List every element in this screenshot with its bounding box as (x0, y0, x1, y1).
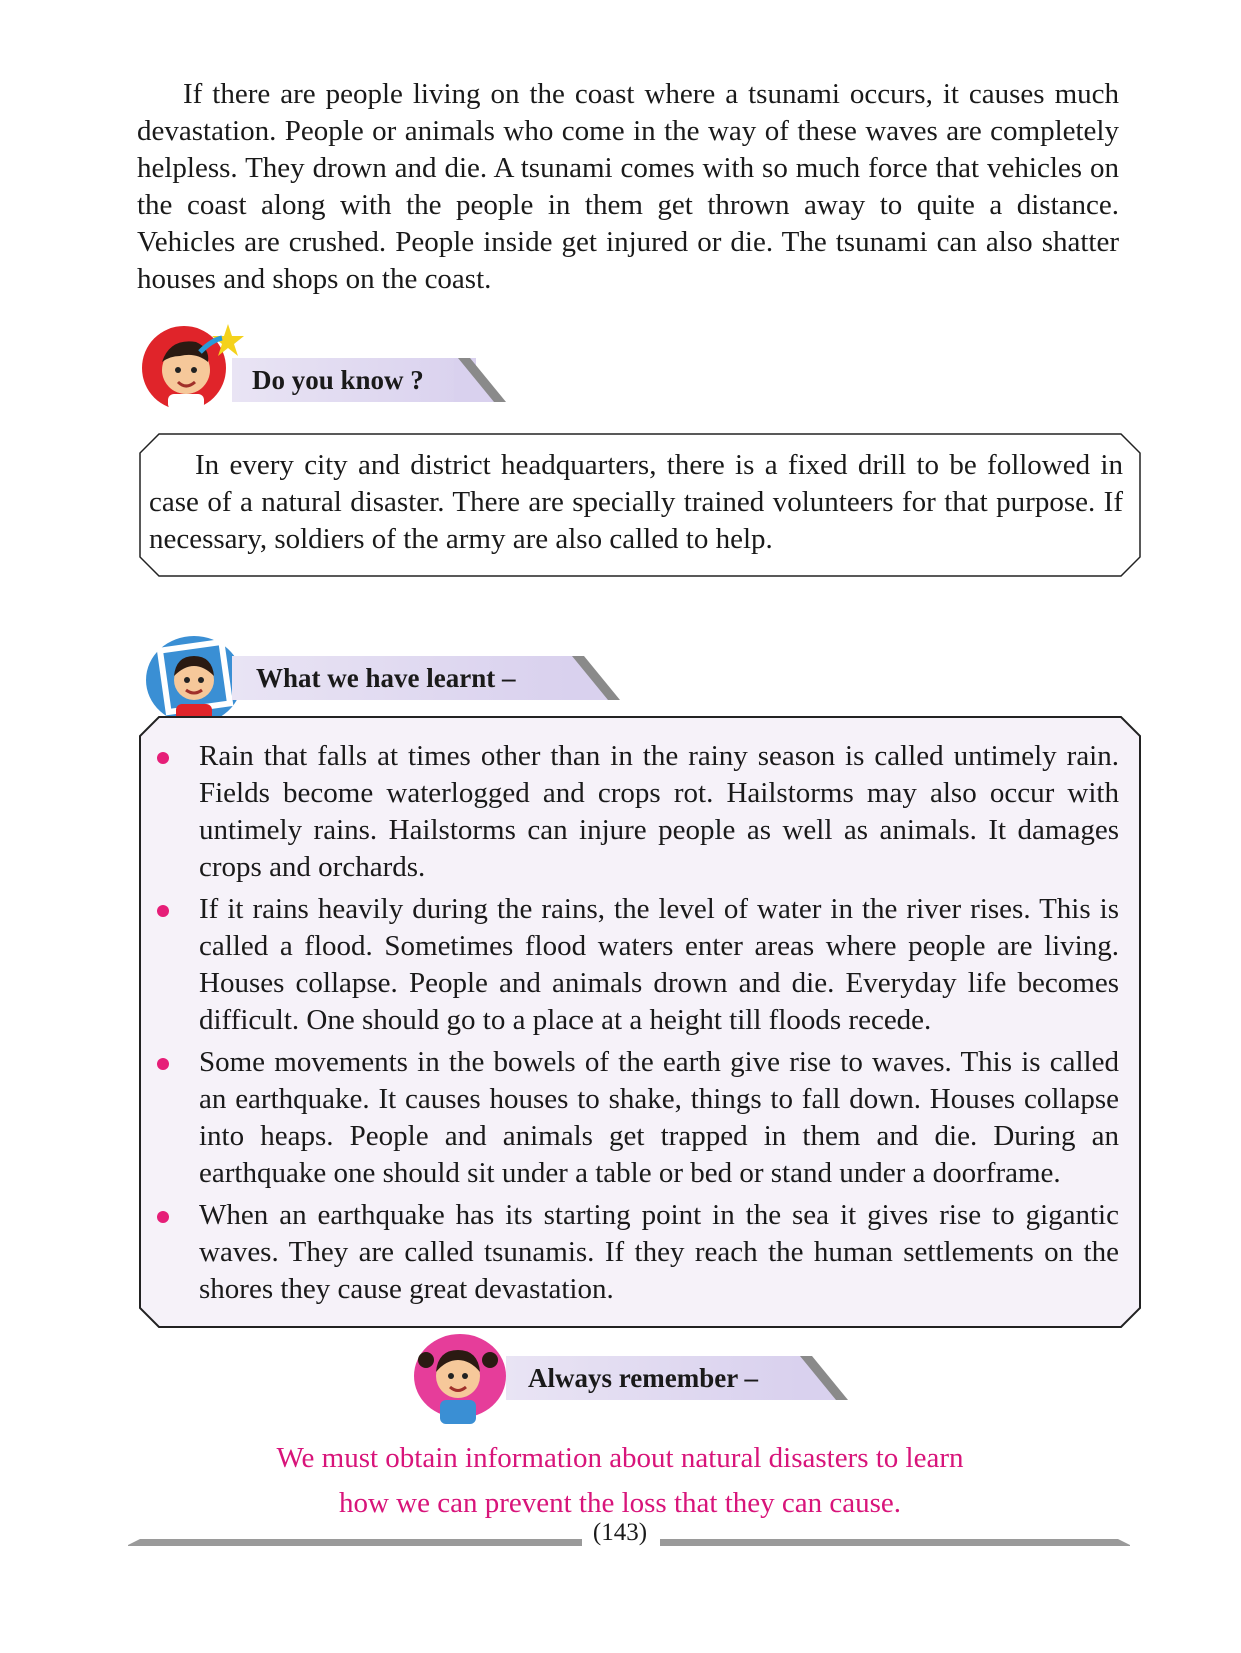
bullet-icon (157, 1058, 169, 1070)
learnt-item-text: When an earthquake has its starting point in the sea it gives rise to gigantic waves. They are called tsunamis. If they reach the human settlements on the shores they cause great devastation. (199, 1199, 1119, 1305)
page-number: (143) (592, 1519, 648, 1546)
learnt-item-text: If it rains heavily during the rains, the level of water in the river rises. This is called a flood. Sometimes flood waters enter areas where people are living. Houses collapse. People and animals drown and die. Everyday life becomes difficult. One should go to a place at a height till floods recede. (199, 893, 1119, 1036)
intro-paragraph: If there are people living on the coast where a tsunami occurs, it causes much devastation. People or animals who come in the way of these waves are completely helpless. They drown and die. A tsunami comes with so much force that vehicles on the coast along with the people in them get thrown away to quite a distance. Vehicles are crushed. People inside get injured or die. The tsunami can also shatter houses and shops on the coast. (137, 78, 1119, 295)
always-remember-line: how we can prevent the loss that they can cause. (338, 1487, 902, 1519)
always-remember-heading (506, 1356, 798, 1400)
ribbon-tail-decoration (796, 1356, 852, 1407)
bullet-icon (157, 905, 169, 917)
girl-avatar-icon (408, 1330, 508, 1426)
list-item (139, 1197, 1119, 1308)
do-you-know-heading-text: Do you know ? (252, 364, 424, 395)
bullet-icon (157, 1211, 169, 1223)
list-item (139, 1044, 1119, 1192)
ribbon-tail-decoration (568, 656, 624, 707)
do-you-know-heading (232, 358, 476, 402)
learnt-item-text: Rain that falls at times other than in the rainy season is called untimely rain. Fields become waterlogged and crops rot. Hailstorms may also occur with untimely rains. Hailstorms can injure people as well as animals. It damages crops and orchards. (199, 740, 1119, 883)
footer-divider-right (660, 1533, 1130, 1540)
what-we-have-learnt-box (139, 716, 1141, 1328)
what-we-have-learnt-heading-text: What we have learnt – (256, 662, 516, 693)
always-remember-heading-text: Always remember – (528, 1362, 758, 1393)
bullet-icon (157, 752, 169, 764)
do-you-know-box (139, 433, 1141, 577)
learnt-item-text: Some movements in the bowels of the earth give rise to waves. This is called an earthquake. It causes houses to shake, things to fall down. Houses collapse into heaps. People and animals get trapped in them and die. During an earthquake one should sit under a table or bed or stand under a doorframe. (199, 1046, 1119, 1189)
what-we-have-learnt-heading (232, 656, 568, 700)
ribbon-tail-decoration (454, 358, 510, 409)
list-item (139, 891, 1119, 1039)
footer-divider-left (128, 1533, 582, 1540)
learnt-list (139, 738, 1119, 1313)
list-item (139, 738, 1119, 886)
do-you-know-text: In every city and district headquarters, there is a fixed drill to be followed in case of a natural disaster. There are specially trained volunteers for that purpose. If necessary, soldiers of the army are also called to help. (149, 449, 1123, 555)
always-remember-line: We must obtain information about natural disasters to learn (276, 1442, 964, 1474)
always-remember-text (160, 1436, 1080, 1526)
